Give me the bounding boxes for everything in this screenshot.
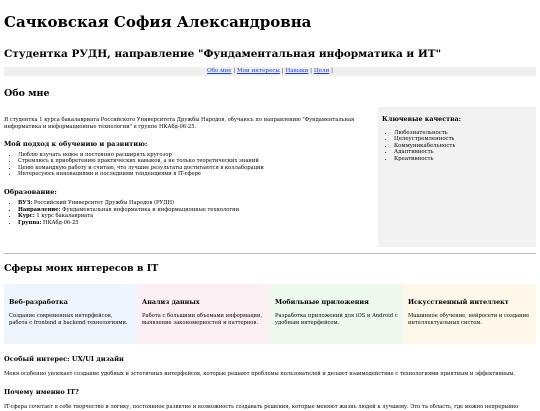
about-heading: Обо мне [4, 88, 50, 99]
nav-link-skills[interactable]: Навыки [285, 68, 309, 74]
special-interest-heading: Особый интерес: UX/UI дизайн [4, 355, 124, 363]
why-it-text: IT-сфера сочетает в себе творчество и логику, постоянное развитие и возможность создавать решения, которые меняют жизнь людей к лучшему. Это та область, где можно непрерывно [4, 403, 519, 410]
education-label: Курс: [18, 213, 35, 220]
section-divider [4, 253, 536, 254]
education-heading: Образование: [4, 187, 57, 196]
card-title: Искусственный интеллект [408, 298, 509, 306]
list-item: • Стремлюсь к приобретению практических навыков, а не только теоретических знаний [18, 158, 372, 165]
education-value: Российский Университет Дружбы Народов (РУДН) [32, 199, 174, 206]
education-value: 1 курс бакалавриата [34, 213, 94, 220]
list-item: • Люблю изучать новое и постоянно расширять кругозор [18, 152, 372, 159]
qualities-heading: Ключевые качества: [382, 115, 462, 123]
about-intro: Я студентка 1 курса бакалавриата Российского Университета Дружбы Народов, обучаюсь по направлению "Фундаментальная информатика и информационные технологии" в группе НКАбд-06-25. [4, 117, 355, 130]
nav-link-goals[interactable]: Цели [313, 68, 330, 74]
nav-separator: | [233, 68, 236, 74]
qualities-panel [378, 107, 536, 247]
list-item: • Любознательность [394, 130, 532, 136]
card-description: Создание современных интерфейсов, работа с frontend и backend технологиями. [9, 313, 128, 326]
card-description: Разработка приложений для iOS и Android с удобным интерфейсом. [275, 313, 398, 326]
list-item: • Целеустремленность [394, 136, 532, 142]
card-title: Веб-разработка [9, 298, 68, 306]
qualities-list [382, 130, 532, 162]
education-value: Фундаментальная информатика и информационные технологии [60, 206, 240, 213]
card-description: Работа с большими объемами информации, выявление закономерностей и паттернов. [142, 313, 263, 326]
interests-heading: Сферы моих интересов в IT [4, 263, 159, 274]
interest-card-ai [403, 284, 536, 344]
list-item: • Адаптивность [394, 149, 532, 155]
list-item [18, 213, 372, 220]
page-subtitle: Студентка РУДН, направление "Фундаментальная информатика и ИТ" [4, 48, 442, 60]
approach-list [4, 152, 372, 178]
education-list [4, 200, 372, 226]
nav-separator: | [281, 68, 284, 74]
interest-card-web [4, 284, 137, 344]
interest-card-data [137, 284, 270, 344]
about-section [4, 107, 536, 247]
list-item: • Ценю командную работу и считаю, что лучшие результаты достигаются в коллаборации [18, 165, 372, 172]
interest-card-mobile [270, 284, 403, 344]
education-label: Группа: [18, 219, 42, 226]
interest-cards [4, 284, 536, 344]
list-item [18, 220, 372, 227]
top-nav [4, 67, 536, 76]
why-it-heading: Почему именно IT? [4, 387, 79, 396]
list-item: • Коммуникабельность [394, 143, 532, 149]
list-item: • Интересуюсь инновациями и последними тенденциями в IT-сфере [18, 171, 372, 178]
nav-link-interests[interactable]: Мои интересы [236, 68, 280, 74]
education-label: ВУЗ: [18, 199, 33, 206]
card-title: Мобильные приложения [275, 298, 369, 306]
card-title: Анализ данных [142, 298, 200, 306]
list-item: • Креативность [394, 156, 532, 162]
about-content [4, 107, 372, 247]
list-item [18, 200, 372, 207]
nav-link-about[interactable]: Обо мне [206, 68, 232, 74]
special-interest-text: Меня особенно увлекает создание удобных и эстетичных интерфейсов, которые решают проблемы пользователей и делают взаимодействие с технологиями приятным и эффективным. [4, 371, 515, 377]
nav-separator: | [331, 68, 333, 74]
card-description: Машинное обучение, нейросети и создание интеллектуальных систем. [408, 313, 530, 326]
education-value: НКАбд-06-25 [41, 219, 79, 226]
nav-separator: | [310, 68, 313, 74]
education-label: Направление: [18, 206, 61, 213]
page-title: Сачковская София Александровна [4, 13, 312, 31]
approach-heading: Мой подход к обучению и развитию: [4, 139, 148, 148]
